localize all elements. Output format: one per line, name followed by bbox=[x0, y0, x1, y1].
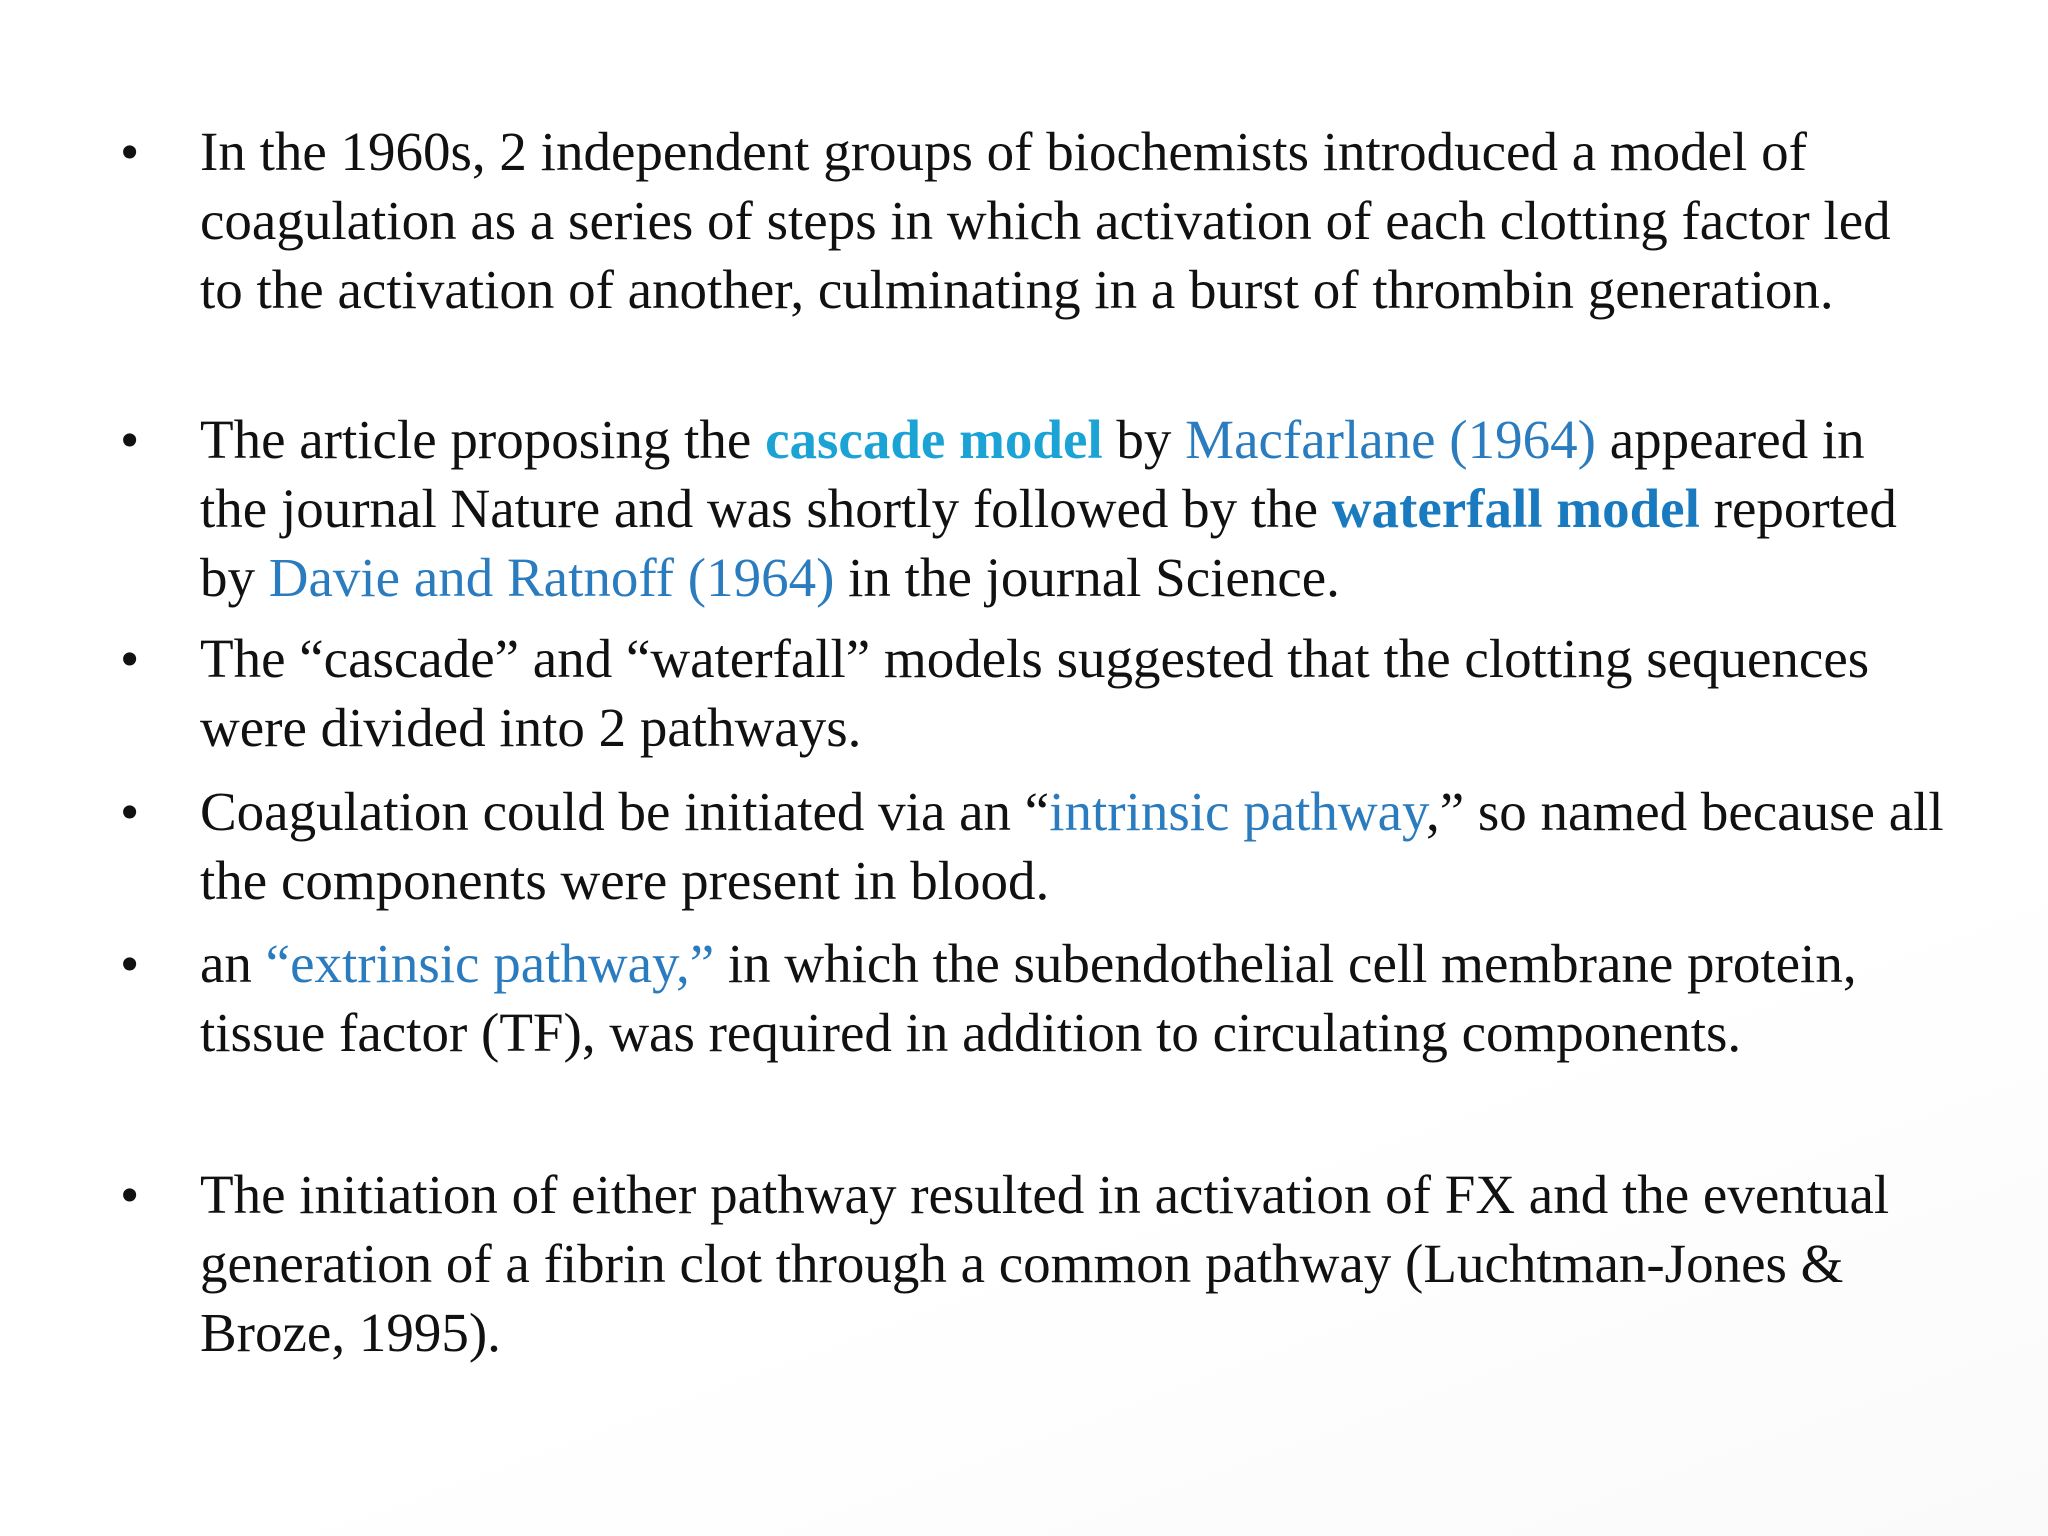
bullet-text: appeared in the journal Nature and was shortly followed by the bbox=[200, 409, 1865, 539]
extrinsic-pathway-link[interactable]: “extrinsic pathway,” bbox=[265, 933, 715, 994]
bullet-text: an bbox=[200, 933, 266, 994]
bullet-text: in the journal Science. bbox=[834, 547, 1340, 608]
bullet-item bbox=[120, 1160, 1945, 1367]
bullet-text: The initiation of either pathway resulted in activation of FX and the eventual generation of a fibrin clot through a common pathway (Luchtman-Jones & Broze, 1995). bbox=[200, 1164, 1890, 1363]
bullet-text: The “cascade” and “waterfall” models suggested that the clotting sequences were divided into 2 pathways. bbox=[200, 628, 1870, 758]
waterfall-model-term: waterfall model bbox=[1331, 478, 1700, 539]
bullet-item bbox=[120, 624, 1945, 762]
bullet-text: ,” so named because all the components were present in blood. bbox=[200, 781, 1944, 911]
bullet-item bbox=[120, 929, 1945, 1067]
macfarlane-citation-link[interactable]: Macfarlane (1964) bbox=[1185, 409, 1596, 470]
bullet-dot-icon: • bbox=[120, 781, 140, 842]
bullet-text: by bbox=[1102, 409, 1186, 470]
cascade-model-term: cascade model bbox=[765, 409, 1103, 470]
bullet-text: The article proposing the bbox=[200, 409, 766, 470]
bullet-text: reported by bbox=[200, 478, 1897, 608]
bullet-dot-icon: • bbox=[120, 409, 140, 470]
bullet-dot-icon: • bbox=[120, 628, 140, 689]
bullet-item bbox=[120, 405, 1945, 612]
davie-ratnoff-citation-link[interactable]: Davie and Ratnoff (1964) bbox=[268, 547, 835, 608]
bullet-dot-icon: • bbox=[120, 121, 140, 182]
bullet-item bbox=[120, 777, 1945, 915]
bullet-dot-icon: • bbox=[120, 933, 140, 994]
bullet-text: in which the subendothelial cell membrane protein, tissue factor (TF), was required in addition to circulating components. bbox=[200, 933, 1857, 1063]
bullet-text: Coagulation could be initiated via an “ bbox=[200, 781, 1050, 842]
bullet-item bbox=[120, 117, 1945, 324]
intrinsic-pathway-link[interactable]: intrinsic pathway bbox=[1049, 781, 1426, 842]
bullet-dot-icon: • bbox=[120, 1164, 140, 1225]
bullet-text: In the 1960s, 2 independent groups of biochemists introduced a model of coagulation as a series of steps in which activation of each clotting factor led to the activation of another, culminating in a burst of thrombin generation. bbox=[200, 121, 1891, 320]
